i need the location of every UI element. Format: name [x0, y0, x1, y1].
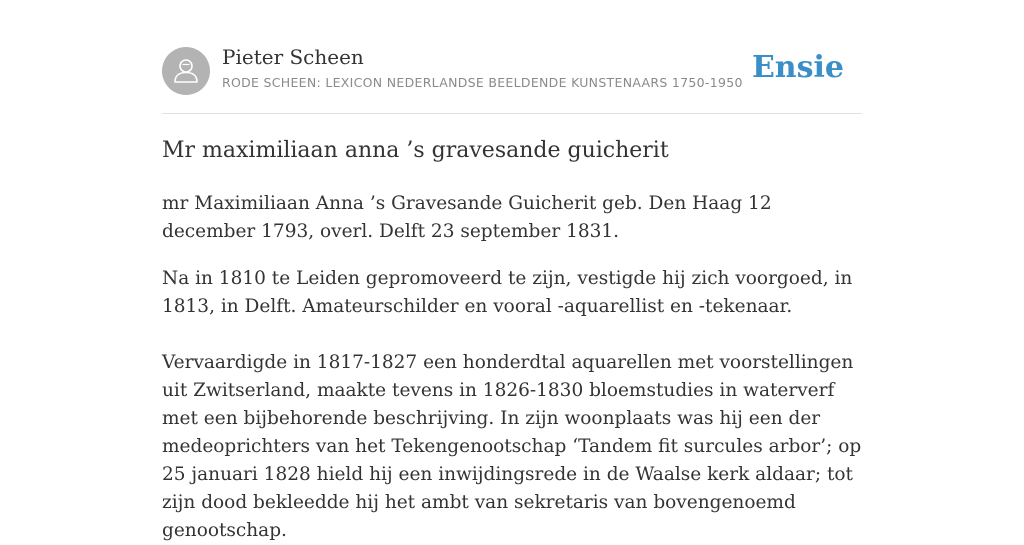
ensie-logo[interactable]: Ensie [751, 50, 844, 85]
page [162, 0, 862, 541]
article-paragraph-3: Vervaardigde in 1817-1827 een honderdtal aquarellen met voorstellingen uit Zwitserland, maakte tevens in 1826-1830 bloemstudies in waterverf met een bijbehorende beschrijving. In zijn woonplaats was hij een der medeoprichters van het Tekengenootschap ‘Tandem fit surcules arbor’; op 25 januari 1828 hield hij een inwijdingsrede in de Waalse kerk aldaar; tot zijn dood bekleedde hij het ambt van sekretaris van bovengenoemd genootschap. [162, 352, 862, 541]
author-source[interactable]: RODE SCHEEN: LEXICON NEDERLANDSE BEELDENDE KUNSTENAARS 1750-1950 [222, 75, 743, 90]
avatar[interactable] [162, 47, 210, 95]
author-header [162, 0, 862, 114]
article-paragraph-2: Na in 1810 te Leiden gepromoveerd te zijn, vestigde hij zich voorgoed, in 1813, in Delft. Amateurschilder en vooral -aquarellist en -tekenaar. [162, 268, 853, 317]
article-title: Mr maximiliaan anna ’s gravesande guicherit [162, 138, 669, 163]
article-paragraph-1: mr Maximiliaan Anna ’s Gravesande Guicherit geb. Den Haag 12 december 1793, overl. Delft 23 september 1831. [162, 193, 772, 242]
user-silhouette-icon [162, 47, 210, 95]
author-name[interactable]: Pieter Scheen [222, 45, 364, 69]
